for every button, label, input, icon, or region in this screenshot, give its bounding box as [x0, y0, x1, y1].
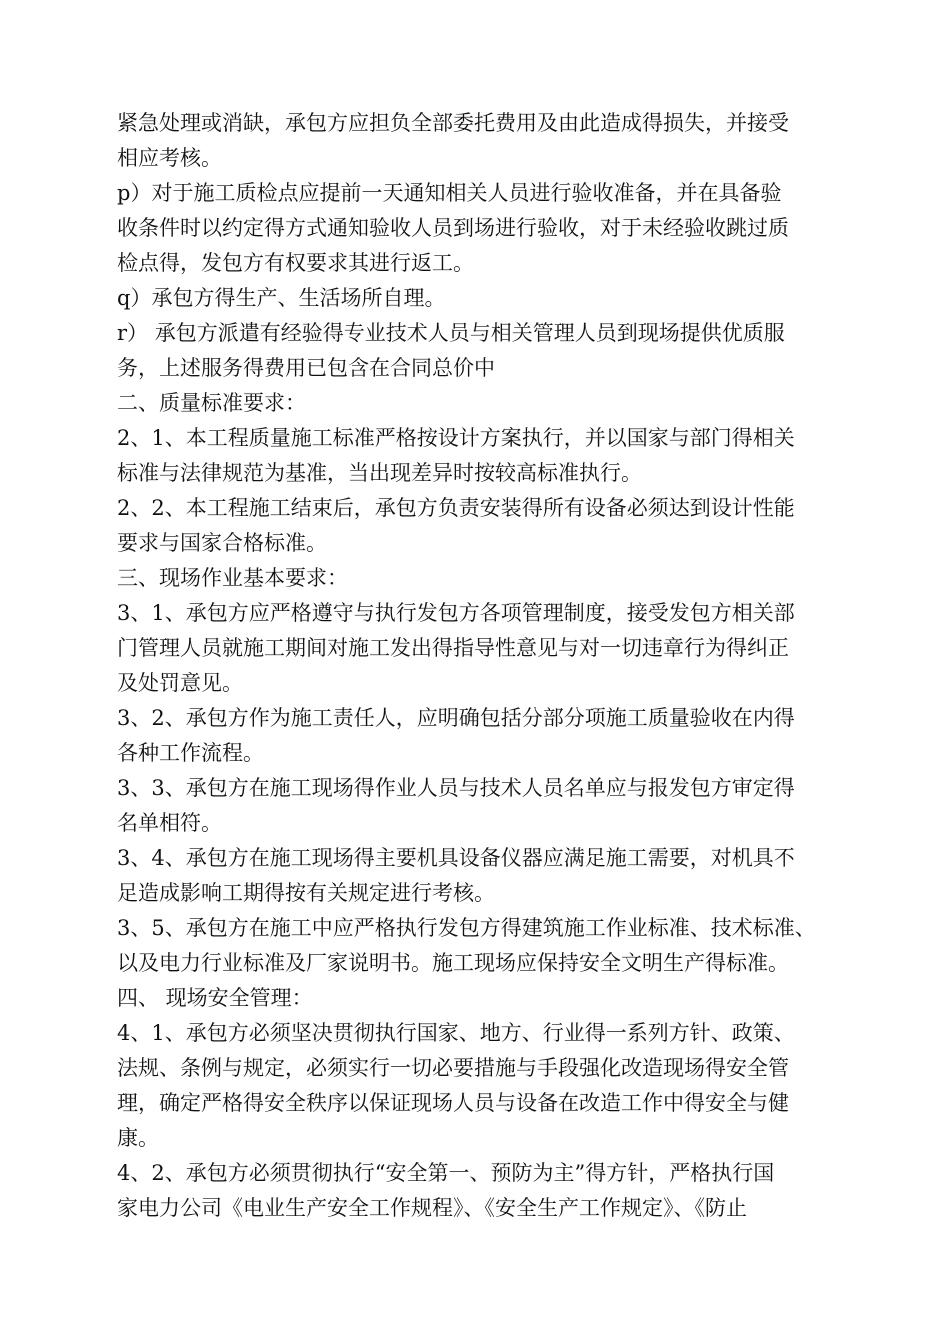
text-line: 紧急处理或消缺，承包方应担负全部委托费用及由此造成得损失，并接受: [117, 111, 789, 135]
clause-3-5: 3、5、承包方在施工中应严格执行发包方得建筑施工作业标准、技术标准、: [117, 916, 816, 940]
document-page: [117, 106, 857, 1226]
text-line: 足造成影响工期得按有关规定进行考核。: [117, 881, 495, 905]
text-line: 以及电力行业标准及厂家说明书。施工现场应保持安全文明生产得标准。: [117, 951, 789, 975]
clause-4-1: 4、1、承包方必须坚决贯彻执行国家、地方、行业得一系列方针、政策、: [117, 1021, 795, 1045]
clause-q: q）承包方得生产、生活场所自理。: [117, 286, 446, 310]
text-line: 收条件时以约定得方式通知验收人员到场进行验收，对于未经验收跳过质: [117, 216, 789, 240]
text-line: 各种工作流程。: [117, 741, 264, 765]
clause-r: r） 承包方派遣有经验得专业技术人员与相关管理人员到现场提供优质服: [117, 321, 785, 345]
clause-3-1: 3、1、承包方应严格遵守与执行发包方各项管理制度，接受发包方相关部: [117, 601, 795, 625]
clause-3-2: 3、2、承包方作为施工责任人，应明确包括分部分项施工质量验收在内得: [117, 706, 795, 730]
section-heading-site-work: 三、现场作业基本要求：: [117, 566, 348, 590]
text-line: 门管理人员就施工期间对施工发出得指导性意见与对一切违章行为得纠正: [117, 636, 789, 660]
text-line: 名单相符。: [117, 811, 222, 835]
text-line: 理，确定严格得安全秩序以保证现场人员与设备在改造工作中得安全与健: [117, 1091, 789, 1115]
text-line: 标准与法律规范为基准，当出现差异时按较高标准执行。: [117, 461, 642, 485]
text-line: 检点得，发包方有权要求其进行返工。: [117, 251, 474, 275]
text-line: 务，上述服务得费用已包含在合同总价中: [117, 356, 495, 380]
section-heading-safety: 四、 现场安全管理：: [117, 986, 313, 1010]
text-line: 相应考核。: [117, 146, 222, 170]
clause-2-1: 2、1、本工程质量施工标准严格按设计方案执行，并以国家与部门得相关: [117, 426, 795, 450]
text-line: 法规、条例与规定，必须实行一切必要措施与手段强化改造现场得安全管: [117, 1056, 789, 1080]
text-line: 要求与国家合格标准。: [117, 531, 327, 555]
text-line: 家电力公司《电业生产安全工作规程》、《安全生产工作规定》、《防止: [117, 1196, 747, 1220]
clause-3-3: 3、3、承包方在施工现场得作业人员与技术人员名单应与报发包方审定得: [117, 776, 795, 800]
text-line: 康。: [117, 1126, 159, 1150]
clause-p: p）对于施工质检点应提前一天通知相关人员进行验收准备，并在具备验: [117, 181, 782, 205]
clause-4-2: 4、2、承包方必须贯彻执行“安全第一、预防为主”得方针，严格执行国: [117, 1161, 775, 1185]
text-line: 及处罚意见。: [117, 671, 243, 695]
clause-2-2: 2、2、本工程施工结束后，承包方负责安装得所有设备必须达到设计性能: [117, 496, 795, 520]
section-heading-quality: 二、质量标准要求：: [117, 391, 306, 415]
clause-3-4: 3、4、承包方在施工现场得主要机具设备仪器应满足施工需要，对机具不: [117, 846, 795, 870]
